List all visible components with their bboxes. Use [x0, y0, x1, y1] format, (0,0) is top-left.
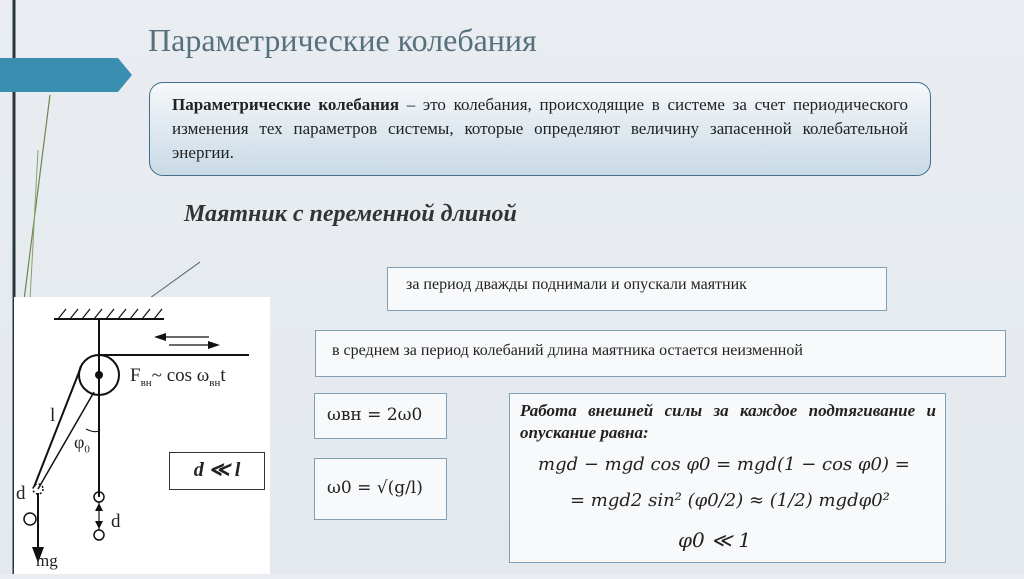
note-average-length: в среднем за период колебаний длина маятника остается неизменной — [315, 330, 1006, 377]
force-expression-tail: t — [220, 365, 226, 386]
definition-box — [149, 82, 931, 176]
definition-text: – это колебания, происходящие в системе за счет периодического изменения тех параметров системы, которые определяют величину запасенной колебательной энергии. — [172, 95, 908, 162]
d-label-right: d — [111, 511, 121, 532]
work-line-1: mgd − mgd cos φ0 = mgd(1 − cos φ0) = — [538, 454, 910, 475]
force-expression: ~ cos ω — [151, 365, 210, 386]
force-label — [130, 365, 226, 389]
formula-omega-vn: ωвн = 2ω0 — [327, 405, 423, 425]
section-subheading: Маятник с переменной длиной — [184, 201, 517, 227]
work-line-2: = mgd2 sin² (φ0/2) ≈ (1/2) mgdφ0² — [570, 490, 890, 511]
formula-omega0-box — [314, 458, 447, 520]
definition-term: Параметрические колебания — [172, 95, 400, 114]
work-line-3: φ0 ≪ 1 — [678, 528, 752, 552]
d-label-left: d — [16, 483, 26, 504]
angle-label — [74, 432, 90, 456]
work-heading: Работа внешней силы за каждое подтягивание и опускание равна: — [520, 401, 936, 442]
note-lift-pendulum: за период дважды поднимали и опускали маятник — [387, 267, 887, 311]
force-subscript: вн — [140, 376, 152, 389]
formula-omega0: ω0 = √(g/l) — [327, 478, 423, 498]
pendulum-diagram — [14, 297, 270, 574]
work-formula-box — [509, 393, 946, 563]
force-symbol: F — [130, 365, 141, 386]
slide-title: Параметрические колебания — [148, 22, 537, 58]
force-expression-subscript: вн — [209, 376, 221, 389]
title-accent-bar — [0, 58, 132, 92]
angle-subscript: 0 — [84, 443, 90, 456]
formula-omega-vn-box — [314, 393, 447, 439]
weight-label: mg — [36, 551, 58, 570]
angle-symbol: φ — [74, 432, 85, 452]
length-label: l — [50, 405, 56, 426]
pendulum-figure — [14, 297, 270, 574]
condition-box: d ≪ l — [169, 452, 265, 490]
